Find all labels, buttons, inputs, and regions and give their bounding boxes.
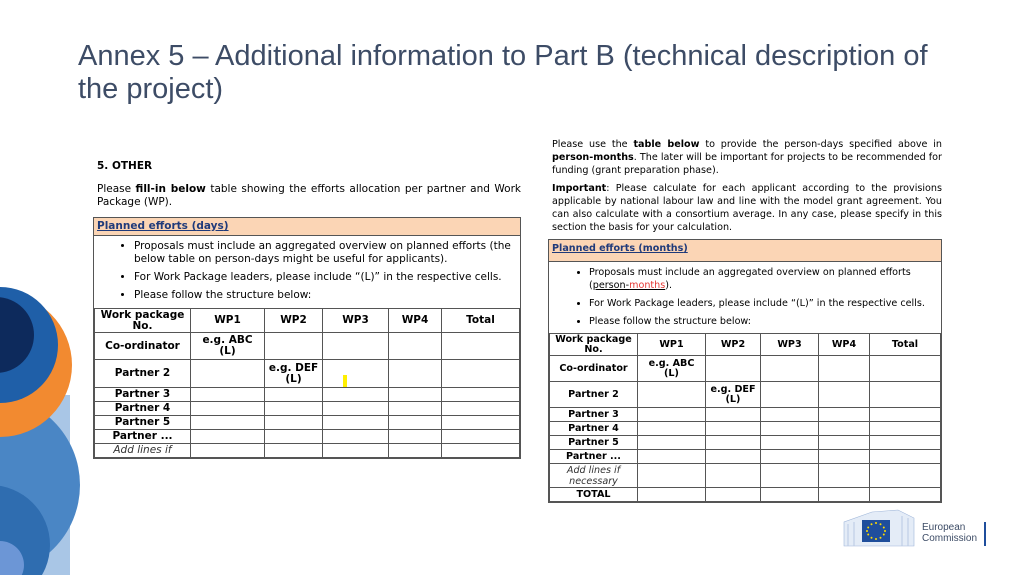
bullet: • Proposals must include an aggregated overview on planned efforts (person-months). [589,266,935,292]
table-cell[interactable] [442,388,520,402]
column-header: Work package No. [95,309,191,333]
table-row [550,408,941,422]
table-cell[interactable] [761,408,819,422]
table-cell[interactable] [638,408,706,422]
table-cell[interactable] [442,430,520,444]
table-cell[interactable] [761,488,819,502]
table-cell[interactable] [389,402,442,416]
right-document-excerpt [548,138,942,503]
bullet: • For Work Package leaders, please include “(L)” in the respective cells. [589,297,935,310]
column-header: Work package No. [550,334,638,356]
table-cell[interactable] [638,422,706,436]
table-cell[interactable] [706,488,761,502]
box-title: Planned efforts (days) [94,218,520,236]
slide-title: Annex 5 – Additional information to Part B (technical description of the project) [78,40,928,105]
left-document-excerpt [93,160,521,459]
table-row [95,444,520,458]
table-cell[interactable] [706,408,761,422]
box-title: Planned efforts (months) [549,240,941,262]
table-cell[interactable] [638,464,706,488]
table-cell[interactable] [706,450,761,464]
table-cell[interactable] [389,444,442,458]
table-cell[interactable] [191,416,265,430]
table-header-row [550,334,941,356]
row-label: Partner 5 [550,436,638,450]
bullet: • Please follow the structure below: [134,289,514,302]
table-cell[interactable] [265,402,323,416]
table-cell[interactable] [638,436,706,450]
table-cell[interactable] [761,464,819,488]
box-instructions [94,236,520,308]
column-header: Total [442,309,520,333]
table-cell[interactable] [323,416,389,430]
row-label: Co-ordinator [550,356,638,382]
table-cell[interactable] [265,430,323,444]
table-cell[interactable] [265,333,323,360]
table-cell[interactable] [389,360,442,388]
column-header: Total [870,334,941,356]
right-intro: Please use the table below to provide the person-days specified above in person-months. The later will be important for projects to be recommended for funding (grant preparation phase). [552,139,943,176]
table-cell[interactable] [265,444,323,458]
table-cell[interactable] [706,356,761,382]
planned-efforts-days-box [93,217,521,459]
table-cell[interactable] [819,488,870,502]
table-row-total [550,488,941,502]
bullet: • For Work Package leaders, please include “(L)” in the respective cells. [134,271,514,284]
table-cell[interactable] [638,382,706,408]
table-row [550,422,941,436]
table-cell[interactable] [191,360,265,388]
row-label: Partner 4 [95,402,191,416]
column-header: WP2 [706,334,761,356]
table-cell[interactable] [191,402,265,416]
table-cell[interactable] [870,450,941,464]
table-cell[interactable] [870,488,941,502]
table-cell[interactable] [191,430,265,444]
row-label: Partner 3 [550,408,638,422]
table-cell[interactable] [389,333,442,360]
efforts-table-months [549,333,941,502]
table-cell[interactable] [819,422,870,436]
table-cell[interactable] [706,464,761,488]
table-row [95,360,520,388]
table-cell[interactable] [761,450,819,464]
table-cell[interactable] [706,436,761,450]
table-cell[interactable] [870,436,941,450]
table-cell[interactable] [638,488,706,502]
table-row [550,464,941,488]
table-row [95,430,520,444]
row-label: TOTAL [550,488,638,502]
table-cell[interactable] [638,450,706,464]
table-cell[interactable] [761,356,819,382]
table-cell[interactable] [761,382,819,408]
logo-divider [984,522,986,546]
table-cell[interactable] [442,444,520,458]
planned-efforts-months-box [548,239,942,503]
column-header: WP3 [323,309,389,333]
column-header: WP1 [638,334,706,356]
table-row [95,402,520,416]
row-label: Partner ... [95,430,191,444]
text-cursor-highlight [343,375,347,387]
table-row [550,382,941,408]
logo-text: European Commission [922,522,978,544]
table-cell[interactable] [323,444,389,458]
table-cell[interactable] [191,444,265,458]
table-cell[interactable] [819,450,870,464]
table-cell[interactable] [442,416,520,430]
table-cell[interactable] [323,388,389,402]
row-label: Partner 5 [95,416,191,430]
section-heading: 5. OTHER [97,160,153,172]
row-label: Partner 2 [550,382,638,408]
european-commission-logo [842,508,992,548]
eu-flag-building-icon [842,508,916,548]
table-cell[interactable] [870,382,941,408]
table-cell[interactable]: e.g. DEF (L) [265,360,323,388]
table-cell[interactable] [323,360,389,388]
table-cell[interactable] [389,416,442,430]
box-instructions [549,262,941,333]
table-cell[interactable] [265,416,323,430]
table-cell[interactable] [442,360,520,388]
table-row [550,356,941,382]
table-cell[interactable] [442,402,520,416]
table-cell[interactable] [389,430,442,444]
table-cell[interactable] [870,422,941,436]
table-row [95,416,520,430]
table-row [95,388,520,402]
table-cell[interactable] [323,402,389,416]
table-cell[interactable]: e.g. ABC (L) [191,333,265,360]
row-label: Partner 3 [95,388,191,402]
column-header: WP2 [265,309,323,333]
table-cell[interactable] [870,408,941,422]
table-cell[interactable] [819,464,870,488]
table-cell[interactable] [761,436,819,450]
bullet: • Proposals must include an aggregated overview on planned efforts (the below table on person-days might be useful for applicants). [134,240,514,266]
table-cell[interactable] [323,333,389,360]
table-cell[interactable]: e.g. ABC (L) [638,356,706,382]
table-row [550,436,941,450]
table-header-row [95,309,520,333]
column-header: WP1 [191,309,265,333]
column-header: WP3 [761,334,819,356]
efforts-table-days [94,308,520,458]
left-intro: Please fill-in below table showing the efforts allocation per partner and Work Package (WP). [97,183,521,208]
table-cell[interactable] [706,422,761,436]
table-row [95,333,520,360]
row-label: Add lines if [95,444,191,458]
row-label: Add lines if necessary [550,464,638,488]
column-header: WP4 [819,334,870,356]
table-cell[interactable] [191,388,265,402]
row-label: Partner 4 [550,422,638,436]
row-label: Partner 2 [95,360,191,388]
table-cell[interactable] [819,436,870,450]
table-cell[interactable] [265,388,323,402]
table-cell[interactable] [870,464,941,488]
table-cell[interactable] [870,356,941,382]
bullet: • Please follow the structure below: [589,315,935,328]
table-cell[interactable] [819,408,870,422]
table-cell[interactable] [323,430,389,444]
table-row [550,450,941,464]
table-cell[interactable] [819,356,870,382]
table-cell[interactable] [442,333,520,360]
column-header: WP4 [389,309,442,333]
table-cell[interactable] [761,422,819,436]
table-cell[interactable]: e.g. DEF (L) [706,382,761,408]
row-label: Co-ordinator [95,333,191,360]
table-cell[interactable] [389,388,442,402]
row-label: Partner ... [550,450,638,464]
table-cell[interactable] [819,382,870,408]
right-important-note: Important: Please calculate for each applicant according to the provisions applicable by national labour law and line with the model grant agreement. You can also calculate with a consortium average. In any case, please specify in this section the basis for your calculation. [552,183,942,233]
